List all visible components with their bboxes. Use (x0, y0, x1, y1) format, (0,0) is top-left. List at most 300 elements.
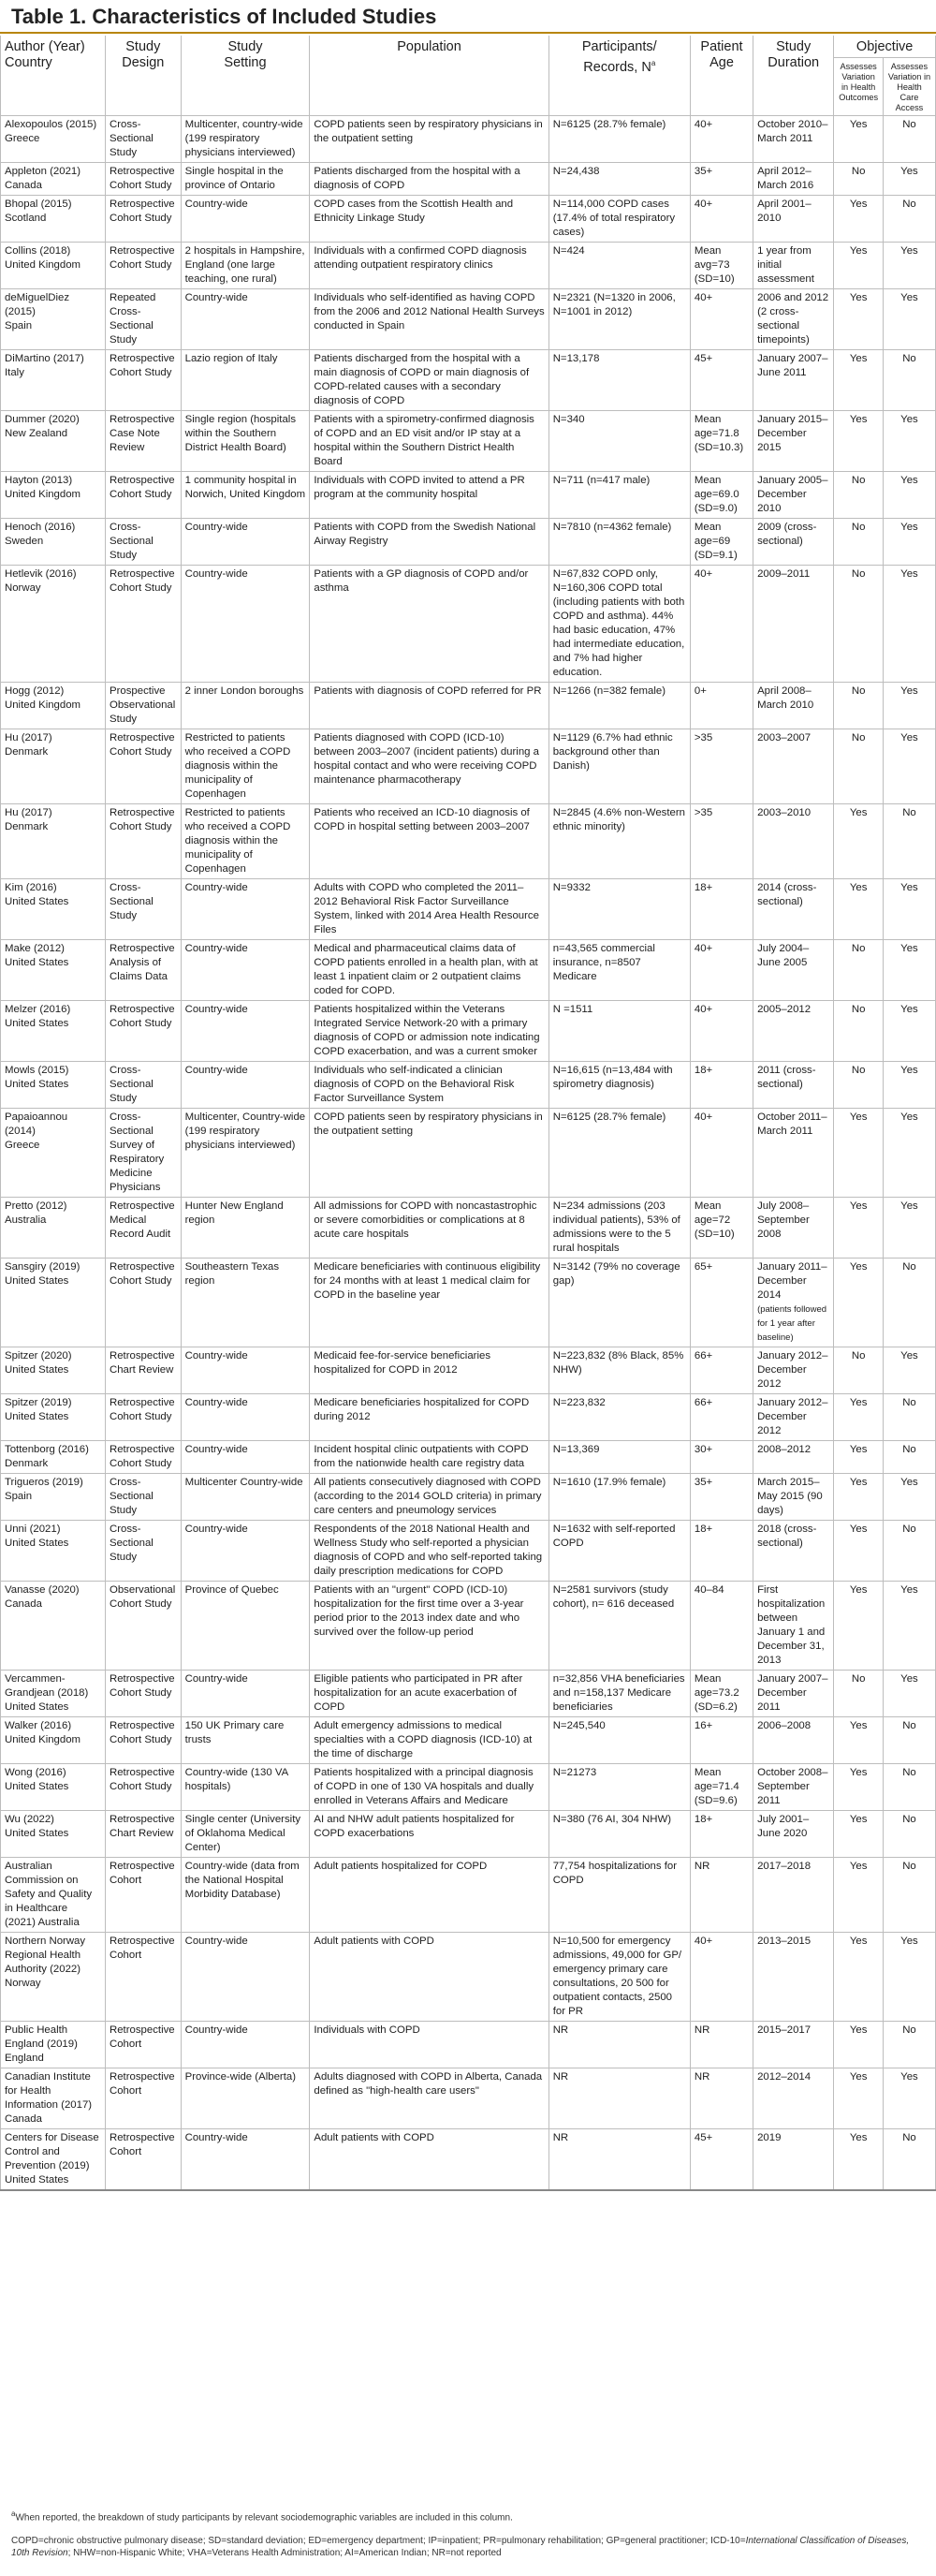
cell-author (1, 1198, 106, 1259)
cell-age (690, 1717, 753, 1764)
cell-duration-text: 2015–2017 (757, 2024, 812, 2036)
table-row (1, 1717, 936, 1764)
cell-participants-text: N=114,000 COPD cases (17.4% of total respiratory cases) (552, 199, 676, 238)
cell-outcomes-text: Yes (849, 1200, 868, 1212)
cell-author (1, 411, 106, 472)
cell-outcomes-text: Yes (849, 1261, 868, 1273)
cell-duration-text: 2006–2008 (757, 1720, 812, 1731)
cell-author (1, 1474, 106, 1521)
cell-participants (548, 163, 690, 196)
cell-author-text: Bhopal (2015) Scotland (5, 199, 72, 224)
cell-author (1, 1521, 106, 1582)
table-row (1, 566, 936, 683)
cell-age-text: Mean age=69 (SD=9.1) (694, 522, 738, 561)
cell-duration (753, 683, 834, 729)
cell-author-text: Papaioannou (2014) Greece (5, 1111, 68, 1151)
cell-author-text: Henoch (2016) Sweden (5, 522, 76, 547)
cell-population-text: Patients discharged from the hospital with a diagnosis of COPD (314, 166, 520, 191)
cell-access (883, 1394, 935, 1441)
cell-age (690, 243, 753, 289)
cell-design (105, 1259, 181, 1347)
header-setting: Study Setting (181, 36, 310, 116)
cell-access (883, 1671, 935, 1717)
header-design: Study Design (105, 36, 181, 116)
cell-author (1, 1671, 106, 1717)
cell-participants (548, 1259, 690, 1347)
cell-participants (548, 1198, 690, 1259)
cell-duration-text: April 2008–March 2010 (757, 685, 814, 711)
cell-access-text: Yes (900, 568, 918, 580)
cell-outcomes-text: No (851, 568, 866, 580)
cell-author (1, 2129, 106, 2191)
cell-access-text: Yes (900, 1350, 918, 1362)
cell-access-text: Yes (900, 522, 918, 533)
cell-access-text: No (902, 199, 916, 210)
cell-population-text: Medical and pharmaceutical claims data of COPD patients enrolled in a health plan, with at least 1 inpatient claim or 2 outpatient claims coded for COPD. (314, 943, 538, 996)
cell-participants (548, 2022, 690, 2068)
cell-access-text: Yes (900, 1673, 918, 1685)
table-row (1, 472, 936, 519)
cell-access-text: No (902, 1720, 916, 1731)
cell-setting-text: Country-wide (184, 1673, 248, 1685)
characteristics-table (0, 36, 936, 2191)
cell-duration (753, 804, 834, 879)
cell-setting-text: Multicenter Country-wide (184, 1477, 303, 1488)
cell-duration-text: 2009–2011 (757, 568, 811, 580)
cell-design (105, 472, 181, 519)
cell-participants (548, 1521, 690, 1582)
cell-outcomes-text: No (851, 522, 866, 533)
cell-author (1, 243, 106, 289)
cell-duration-text: January 2011–December 2014 (757, 1261, 827, 1301)
cell-access-text: Yes (900, 685, 918, 697)
cell-setting-text: Country-wide (184, 292, 248, 303)
cell-setting-text: Country-wide (184, 2024, 248, 2036)
cell-setting-text: 1 community hospital in Norwich, United Kingdom (184, 475, 306, 500)
cell-author (1, 196, 106, 243)
cell-setting-text: Country-wide (184, 943, 248, 954)
cell-design (105, 519, 181, 566)
cell-author-text: Hogg (2012) United Kingdom (5, 685, 81, 711)
cell-author-text: Pretto (2012) Australia (5, 1200, 67, 1226)
cell-duration-text: 1 year from initial assessment (757, 245, 814, 285)
cell-access-text: Yes (900, 1936, 918, 1947)
cell-design (105, 2022, 181, 2068)
cell-age (690, 196, 753, 243)
cell-outcomes (834, 879, 884, 940)
cell-participants (548, 1062, 690, 1109)
cell-setting (181, 940, 310, 1001)
cell-participants (548, 472, 690, 519)
cell-outcomes-text: Yes (849, 119, 868, 130)
cell-design-text: Retrospective Cohort Study (109, 732, 175, 758)
cell-author (1, 350, 106, 411)
cell-age (690, 879, 753, 940)
cell-setting-text: Country-wide (184, 1350, 248, 1362)
cell-design (105, 2068, 181, 2129)
cell-design (105, 1109, 181, 1198)
cell-age (690, 1259, 753, 1347)
cell-participants-text: N=24,438 (552, 166, 600, 177)
cell-author (1, 1717, 106, 1764)
cell-age-text: 66+ (694, 1350, 713, 1362)
cell-participants-text: N=6125 (28.7% female) (552, 119, 666, 130)
cell-duration (753, 1717, 834, 1764)
cell-age (690, 2068, 753, 2129)
cell-design-text: Retrospective Cohort Study (109, 245, 175, 271)
cell-design (105, 940, 181, 1001)
cell-participants (548, 2129, 690, 2191)
cell-age (690, 519, 753, 566)
cell-duration-text: January 2015–December 2015 (757, 414, 828, 453)
cell-design (105, 1811, 181, 1858)
table-row (1, 243, 936, 289)
cell-age (690, 1441, 753, 1474)
cell-access-text: No (902, 1814, 916, 1825)
cell-population (310, 1858, 548, 1933)
cell-duration-text: July 2001–June 2020 (757, 1814, 810, 1839)
cell-access-text: No (902, 1767, 916, 1778)
cell-participants-text: n=43,565 commercial insurance, n=8507 Medicare (552, 943, 655, 982)
table-row (1, 1858, 936, 1933)
cell-participants-text: N=9332 (552, 882, 591, 893)
cell-participants (548, 350, 690, 411)
cell-setting (181, 1259, 310, 1347)
cell-access-text: No (902, 1524, 916, 1535)
cell-design-text: Retrospective Cohort (109, 2071, 175, 2097)
cell-author-text: Appleton (2021) Canada (5, 166, 81, 191)
cell-duration (753, 1109, 834, 1198)
cell-duration-text: 2008–2012 (757, 1444, 812, 1455)
cell-setting-text: Restricted to patients who received a COPD diagnosis within the municipality of Copenhagen (184, 807, 291, 875)
cell-setting (181, 1001, 310, 1062)
cell-outcomes-text: Yes (849, 414, 868, 425)
cell-access (883, 1717, 935, 1764)
cell-population (310, 683, 548, 729)
cell-setting-text: Country-wide (184, 1444, 248, 1455)
cell-participants (548, 196, 690, 243)
cell-population-text: Patients with an "urgent" COPD (ICD-10) hospitalization for the first time over a 3-year period prior to the 2013 index date and who survived over the follow-up period (314, 1584, 524, 1638)
cell-outcomes-text: Yes (849, 1861, 868, 1872)
cell-age-text: NR (694, 2071, 710, 2083)
cell-setting (181, 2022, 310, 2068)
footnote (11, 2510, 513, 2523)
title-rule (0, 32, 936, 34)
header-author: Author (Year) Country (1, 36, 106, 116)
cell-age-text: Mean age=73.2 (SD=6.2) (694, 1673, 739, 1713)
cell-design (105, 1001, 181, 1062)
cell-age-text: Mean age=69.0 (SD=9.0) (694, 475, 739, 514)
table-row (1, 1474, 936, 1521)
cell-setting-text: Country-wide (184, 882, 248, 893)
table-row (1, 1259, 936, 1347)
cell-population (310, 1062, 548, 1109)
cell-author (1, 1347, 106, 1394)
cell-outcomes-text: No (851, 1004, 866, 1015)
cell-outcomes (834, 289, 884, 350)
cell-setting-text: Country-wide (184, 568, 248, 580)
cell-outcomes-text: Yes (849, 1814, 868, 1825)
cell-age-text: NR (694, 1861, 710, 1872)
cell-population (310, 472, 548, 519)
cell-age (690, 1521, 753, 1582)
cell-author (1, 1933, 106, 2022)
cell-access (883, 1811, 935, 1858)
cell-duration (753, 1582, 834, 1671)
cell-age-text: 40+ (694, 292, 713, 303)
cell-setting (181, 163, 310, 196)
header-objective-outcomes: Assesses Variation in Health Outcomes (834, 58, 884, 116)
cell-participants (548, 1858, 690, 1933)
cell-access (883, 729, 935, 804)
cell-design (105, 1347, 181, 1394)
cell-participants-text: N=10,500 for emergency admissions, 49,000 for GP/ emergency primary care consultations, 20 500 for outpatient contacts, 2500 for PR (552, 1936, 682, 2017)
cell-participants-text: N=1266 (n=382 female) (552, 685, 666, 697)
cell-duration-text: March 2015–May 2015 (90 days) (757, 1477, 823, 1516)
cell-design (105, 163, 181, 196)
cell-participants-text: N=13,178 (552, 353, 600, 364)
cell-outcomes-text: Yes (849, 1477, 868, 1488)
cell-setting-text: 2 hospitals in Hampshire, England (one large teaching, one rural) (184, 245, 305, 285)
cell-setting-text: Country-wide (184, 1936, 248, 1947)
cell-duration-text: January 2005–December 2010 (757, 475, 828, 514)
cell-outcomes (834, 1521, 884, 1582)
cell-outcomes (834, 1671, 884, 1717)
cell-outcomes-text: Yes (849, 1111, 868, 1123)
cell-setting-text: Multicenter, country-wide (199 respiratory physicians interviewed) (184, 119, 303, 158)
cell-setting-text: Country-wide (184, 199, 248, 210)
cell-population-text: Patients with diagnosis of COPD referred for PR (314, 685, 542, 697)
cell-author-text: Make (2012) United States (5, 943, 69, 968)
abbreviations-text: COPD=chronic obstructive pulmonary disease; SD=standard deviation; ED=emergency department; IP=inpatient; PR=pulmonary rehabilitation; GP=general practitioner; ICD-10= (11, 2536, 746, 2546)
table-row (1, 163, 936, 196)
cell-participants (548, 1582, 690, 1671)
cell-access (883, 2068, 935, 2129)
cell-design-text: Cross-Sectional Study (109, 1065, 154, 1104)
abbreviations-rest: ; NHW=non-Hispanic White; VHA=Veterans Health Administration; AI=American Indian; NR=not reported (67, 2548, 502, 2558)
cell-duration (753, 472, 834, 519)
cell-participants (548, 1394, 690, 1441)
cell-access (883, 1347, 935, 1394)
cell-access (883, 683, 935, 729)
cell-participants (548, 243, 690, 289)
cell-population (310, 1259, 548, 1347)
cell-population-text: Medicaid fee-for-service beneficiaries hospitalized for COPD in 2012 (314, 1350, 491, 1376)
abbreviations (11, 2535, 924, 2559)
cell-participants-text: N=340 (552, 414, 585, 425)
cell-participants (548, 1764, 690, 1811)
cell-duration-text: 2019 (757, 2132, 782, 2143)
cell-author-text: Vanasse (2020) Canada (5, 1584, 80, 1610)
cell-access-text: Yes (900, 1584, 918, 1596)
cell-setting-text: Multicenter, Country-wide (199 respiratory physicians interviewed) (184, 1111, 306, 1151)
cell-age-text: 18+ (694, 1524, 713, 1535)
cell-age (690, 2022, 753, 2068)
cell-outcomes-text: Yes (849, 245, 868, 257)
cell-duration-text: January 2012–December 2012 (757, 1397, 828, 1436)
cell-access-text: Yes (900, 1004, 918, 1015)
cell-population-text: Adult patients with COPD (314, 1936, 434, 1947)
cell-author (1, 289, 106, 350)
cell-age (690, 1001, 753, 1062)
cell-outcomes (834, 566, 884, 683)
cell-access-text: Yes (900, 732, 918, 743)
cell-setting-text: Country-wide (184, 1004, 248, 1015)
cell-author-text: Hu (2017) Denmark (5, 807, 52, 832)
cell-population (310, 1394, 548, 1441)
cell-access (883, 196, 935, 243)
cell-design (105, 1521, 181, 1582)
cell-duration (753, 2129, 834, 2191)
cell-design-text: Retrospective Cohort Study (109, 475, 175, 500)
cell-participants (548, 2068, 690, 2129)
cell-outcomes (834, 472, 884, 519)
cell-participants-text: N=2845 (4.6% non-Western ethnic minority) (552, 807, 686, 832)
cell-population (310, 1582, 548, 1671)
cell-duration (753, 1198, 834, 1259)
cell-participants (548, 1347, 690, 1394)
cell-author (1, 1259, 106, 1347)
footnote-marker: a (11, 2510, 16, 2518)
cell-design-text: Repeated Cross-Sectional Study (109, 292, 156, 346)
cell-author (1, 1394, 106, 1441)
cell-design-text: Retrospective Cohort Study (109, 807, 175, 832)
cell-author (1, 116, 106, 163)
cell-author (1, 163, 106, 196)
cell-author (1, 2022, 106, 2068)
cell-author (1, 1811, 106, 1858)
cell-age-text: NR (694, 2024, 710, 2036)
cell-access-text: Yes (900, 882, 918, 893)
cell-outcomes (834, 1062, 884, 1109)
cell-access-text: No (902, 807, 916, 818)
cell-design-text: Cross-Sectional Study (109, 1477, 154, 1516)
cell-design (105, 196, 181, 243)
cell-access (883, 1198, 935, 1259)
cell-age-text: 35+ (694, 166, 713, 177)
cell-population (310, 1933, 548, 2022)
cell-author-text: Wong (2016) United States (5, 1767, 69, 1792)
cell-participants-text: N =1511 (552, 1004, 593, 1015)
cell-author-text: Hetlevik (2016) Norway (5, 568, 77, 594)
cell-design (105, 1764, 181, 1811)
cell-population (310, 940, 548, 1001)
cell-outcomes (834, 1394, 884, 1441)
cell-outcomes-text: No (851, 1673, 866, 1685)
cell-duration (753, 196, 834, 243)
table-row (1, 1198, 936, 1259)
header-age: Patient Age (690, 36, 753, 116)
table-row (1, 683, 936, 729)
cell-duration (753, 1671, 834, 1717)
cell-duration (753, 1394, 834, 1441)
cell-population-text: Eligible patients who participated in PR after hospitalization for an acute exacerbation of COPD (314, 1673, 523, 1713)
cell-age-text: 40+ (694, 943, 713, 954)
cell-access-text: No (902, 2024, 916, 2036)
cell-duration-text: 2014 (cross-sectional) (757, 882, 817, 907)
cell-population-text: All admissions for COPD with noncastastrophic or severe comorbidities or complications at 8 acute care hospitals (314, 1200, 537, 1240)
cell-age-text: 40+ (694, 199, 713, 210)
cell-access (883, 1764, 935, 1811)
cell-population-text: COPD patients seen by respiratory physicians in the outpatient setting (314, 1111, 543, 1137)
cell-duration-text: 2017–2018 (757, 1861, 812, 1872)
cell-population (310, 1474, 548, 1521)
cell-age-text: 18+ (694, 882, 713, 893)
cell-setting (181, 1811, 310, 1858)
cell-design-text: Retrospective Cohort Study (109, 1444, 175, 1469)
cell-setting (181, 1717, 310, 1764)
cell-age-text: 16+ (694, 1720, 713, 1731)
cell-access (883, 1474, 935, 1521)
cell-age (690, 163, 753, 196)
table-row (1, 1764, 936, 1811)
cell-setting (181, 2129, 310, 2191)
cell-participants-text: N=245,540 (552, 1720, 606, 1731)
cell-age-text: 40+ (694, 1004, 713, 1015)
cell-outcomes (834, 350, 884, 411)
cell-design (105, 879, 181, 940)
cell-setting (181, 411, 310, 472)
cell-participants-text: N=6125 (28.7% female) (552, 1111, 666, 1123)
cell-participants (548, 940, 690, 1001)
cell-author-text: Hu (2017) Denmark (5, 732, 52, 758)
cell-access (883, 472, 935, 519)
cell-setting (181, 1582, 310, 1671)
cell-population (310, 804, 548, 879)
table-row (1, 1933, 936, 2022)
cell-outcomes (834, 683, 884, 729)
cell-outcomes-text: Yes (849, 807, 868, 818)
cell-population-text: Patients discharged from the hospital with a main diagnosis of COPD or main diagnosis of COPD-related causes with a secondary diagnosis of COPD (314, 353, 530, 406)
table-row (1, 289, 936, 350)
cell-outcomes-text: Yes (849, 882, 868, 893)
cell-participants (548, 1001, 690, 1062)
cell-access-text: No (902, 119, 916, 130)
cell-outcomes (834, 2068, 884, 2129)
cell-population-text: Patients with a GP diagnosis of COPD and/or asthma (314, 568, 529, 594)
table-row (1, 1394, 936, 1441)
table-title: Table 1. Characteristics of Included Studies (11, 5, 437, 28)
cell-outcomes-text: Yes (849, 1524, 868, 1535)
cell-duration (753, 1764, 834, 1811)
cell-population (310, 196, 548, 243)
cell-population (310, 350, 548, 411)
cell-population (310, 1811, 548, 1858)
cell-participants (548, 519, 690, 566)
cell-duration (753, 350, 834, 411)
cell-setting-text: Single region (hospitals within the Southern District Health Board) (184, 414, 297, 453)
cell-access (883, 519, 935, 566)
cell-setting (181, 116, 310, 163)
cell-duration (753, 1811, 834, 1858)
cell-setting (181, 1671, 310, 1717)
cell-author (1, 2068, 106, 2129)
cell-age-text: >35 (694, 807, 713, 818)
cell-design-text: Retrospective Chart Review (109, 1350, 175, 1376)
cell-setting (181, 683, 310, 729)
header-participants (548, 36, 690, 116)
cell-access (883, 2129, 935, 2191)
cell-age-text: 45+ (694, 353, 713, 364)
header-participants-sup: a (651, 59, 656, 67)
cell-author (1, 1001, 106, 1062)
cell-population (310, 116, 548, 163)
cell-outcomes (834, 1109, 884, 1198)
cell-age (690, 1933, 753, 2022)
cell-age (690, 2129, 753, 2191)
cell-population-text: Individuals with COPD (314, 2024, 420, 2036)
cell-design-text: Retrospective Cohort Study (109, 1397, 175, 1422)
